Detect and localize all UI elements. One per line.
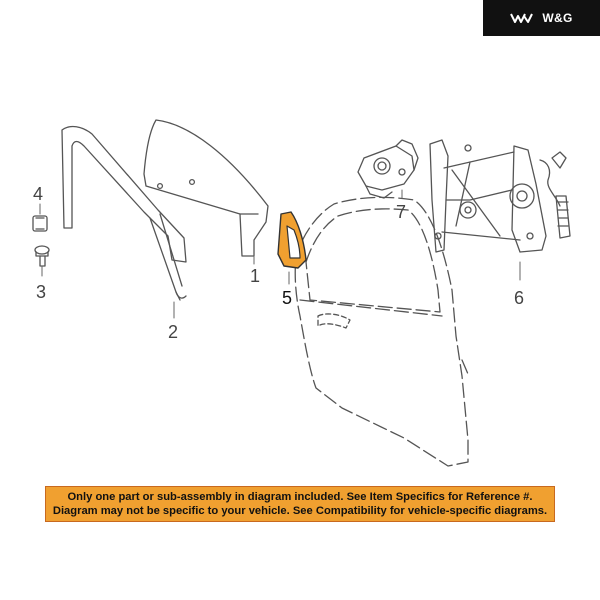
clip-part xyxy=(33,216,47,231)
window-motor-part xyxy=(358,140,418,198)
window-regulator-part xyxy=(430,140,570,252)
callout-6: 6 xyxy=(514,288,525,308)
corner-trim-part xyxy=(278,212,306,268)
glass-run-channel-part xyxy=(62,127,186,300)
brand-logo-text: W&G xyxy=(542,11,573,25)
callout-5: 5 xyxy=(282,288,293,308)
door-shell-outline xyxy=(295,197,468,466)
door-handle-outline xyxy=(318,314,350,328)
door-glass-part xyxy=(144,120,268,256)
disclaimer-line-1: Only one part or sub-assembly in diagram included. See Item Specifics for Reference #. xyxy=(67,491,533,503)
callout-3: 3 xyxy=(36,282,47,302)
callout-7: 7 xyxy=(396,202,407,222)
disclaimer-line-2: Diagram may not be specific to your vehicle. See Compatibility for vehicle-specific diagrams. xyxy=(52,505,548,517)
disclaimer-banner xyxy=(45,486,555,522)
bolt-part xyxy=(35,246,49,266)
callout-1: 1 xyxy=(250,266,261,286)
callout-2: 2 xyxy=(168,322,179,342)
callout-4: 4 xyxy=(33,184,44,204)
